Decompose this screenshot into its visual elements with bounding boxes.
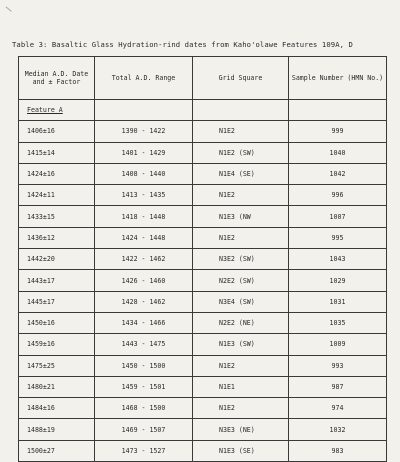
date-cell: 1484±16 xyxy=(19,398,95,419)
range-cell: 1450 - 1500 xyxy=(95,355,193,376)
header-total-range: Total A.D. Range xyxy=(95,57,193,100)
sample-number-cell: 1031 xyxy=(289,291,387,312)
sample-number-cell: 974 xyxy=(289,398,387,419)
table-row xyxy=(19,376,387,397)
range-cell: 1473 - 1527 xyxy=(95,440,193,461)
grid-square-cell: N1E4 (SE) xyxy=(193,163,289,184)
sample-number-cell: 1029 xyxy=(289,270,387,291)
sample-number-cell: 995 xyxy=(289,227,387,248)
table-row xyxy=(19,291,387,312)
date-cell: 1459±16 xyxy=(19,334,95,355)
range-cell: 1408 - 1440 xyxy=(95,163,193,184)
grid-square-cell: N1E2 xyxy=(193,355,289,376)
table-row xyxy=(19,440,387,461)
range-cell: 1443 - 1475 xyxy=(95,334,193,355)
grid-square-cell: N1E3 (SW) xyxy=(193,334,289,355)
header-grid-square: Grid Square xyxy=(193,57,289,100)
table-row xyxy=(19,227,387,248)
date-cell: 1424±16 xyxy=(19,163,95,184)
table-caption: Table 3: Basaltic Glass Hydration-rind dates from Kaho'olawe Features 109A, D xyxy=(12,40,353,49)
sample-number-cell: 1042 xyxy=(289,163,387,184)
date-cell: 1443±17 xyxy=(19,270,95,291)
date-cell: 1475±25 xyxy=(19,355,95,376)
range-cell: 1401 - 1429 xyxy=(95,142,193,163)
date-cell: 1450±16 xyxy=(19,312,95,333)
table-row xyxy=(19,206,387,227)
table-row xyxy=(19,142,387,163)
table-row xyxy=(19,249,387,270)
feature-label: Feature A xyxy=(19,100,95,121)
grid-square-cell: N1E2 xyxy=(193,185,289,206)
date-cell: 1488±19 xyxy=(19,419,95,440)
sample-number-cell: 996 xyxy=(289,185,387,206)
range-cell: 1434 - 1466 xyxy=(95,312,193,333)
range-cell: 1413 - 1435 xyxy=(95,185,193,206)
sample-number-cell: 999 xyxy=(289,121,387,142)
table-row xyxy=(19,334,387,355)
range-cell: 1418 - 1448 xyxy=(95,206,193,227)
grid-square-cell: N1E2 xyxy=(193,398,289,419)
table-row xyxy=(19,398,387,419)
sample-number-cell: 1035 xyxy=(289,312,387,333)
date-cell: 1480±21 xyxy=(19,376,95,397)
range-cell: 1468 - 1500 xyxy=(95,398,193,419)
sample-number-cell: 987 xyxy=(289,376,387,397)
date-cell: 1442±20 xyxy=(19,249,95,270)
sample-number-cell: 1032 xyxy=(289,419,387,440)
date-cell: 1433±15 xyxy=(19,206,95,227)
sample-number-cell: 1009 xyxy=(289,334,387,355)
range-cell: 1469 - 1507 xyxy=(95,419,193,440)
table-row xyxy=(19,355,387,376)
table-row xyxy=(19,121,387,142)
header-sample-number: Sample Number (HMN No.) xyxy=(289,57,387,100)
grid-square-cell: N1E2 xyxy=(193,121,289,142)
header-row xyxy=(19,57,387,100)
sample-number-cell: 1007 xyxy=(289,206,387,227)
date-cell: 1500±27 xyxy=(19,440,95,461)
range-cell: 1424 - 1448 xyxy=(95,227,193,248)
margin-mark: \ xyxy=(4,4,13,15)
range-cell: 1422 - 1462 xyxy=(95,249,193,270)
range-cell: 1426 - 1460 xyxy=(95,270,193,291)
grid-square-cell: N3E4 (SW) xyxy=(193,291,289,312)
date-cell: 1436±12 xyxy=(19,227,95,248)
sample-number-cell: 993 xyxy=(289,355,387,376)
sample-number-cell: 1043 xyxy=(289,249,387,270)
date-cell: 1445±17 xyxy=(19,291,95,312)
sample-number-cell: 1040 xyxy=(289,142,387,163)
grid-square-cell: N1E1 xyxy=(193,376,289,397)
table-row xyxy=(19,163,387,184)
range-cell: 1390 - 1422 xyxy=(95,121,193,142)
table-row xyxy=(19,270,387,291)
grid-square-cell: N3E2 (SW) xyxy=(193,249,289,270)
range-cell: 1428 - 1462 xyxy=(95,291,193,312)
date-cell: 1406±16 xyxy=(19,121,95,142)
sample-number-cell: 983 xyxy=(289,440,387,461)
grid-square-cell: N1E2 (SW) xyxy=(193,142,289,163)
grid-square-cell: N2E2 (SW) xyxy=(193,270,289,291)
date-cell: 1415±14 xyxy=(19,142,95,163)
grid-square-cell: N2E2 (NE) xyxy=(193,312,289,333)
grid-square-cell: N1E2 xyxy=(193,227,289,248)
table-row xyxy=(19,312,387,333)
feature-row xyxy=(19,100,387,121)
hydration-dates-table xyxy=(18,56,386,455)
range-cell: 1459 - 1501 xyxy=(95,376,193,397)
date-cell: 1424±11 xyxy=(19,185,95,206)
header-median-date: Median A.D. Date and ± Factor xyxy=(19,57,95,100)
grid-square-cell: N1E3 (SE) xyxy=(193,440,289,461)
grid-square-cell: N3E3 (NE) xyxy=(193,419,289,440)
grid-square-cell: N1E3 (NW xyxy=(193,206,289,227)
table-row xyxy=(19,419,387,440)
table-row xyxy=(19,185,387,206)
